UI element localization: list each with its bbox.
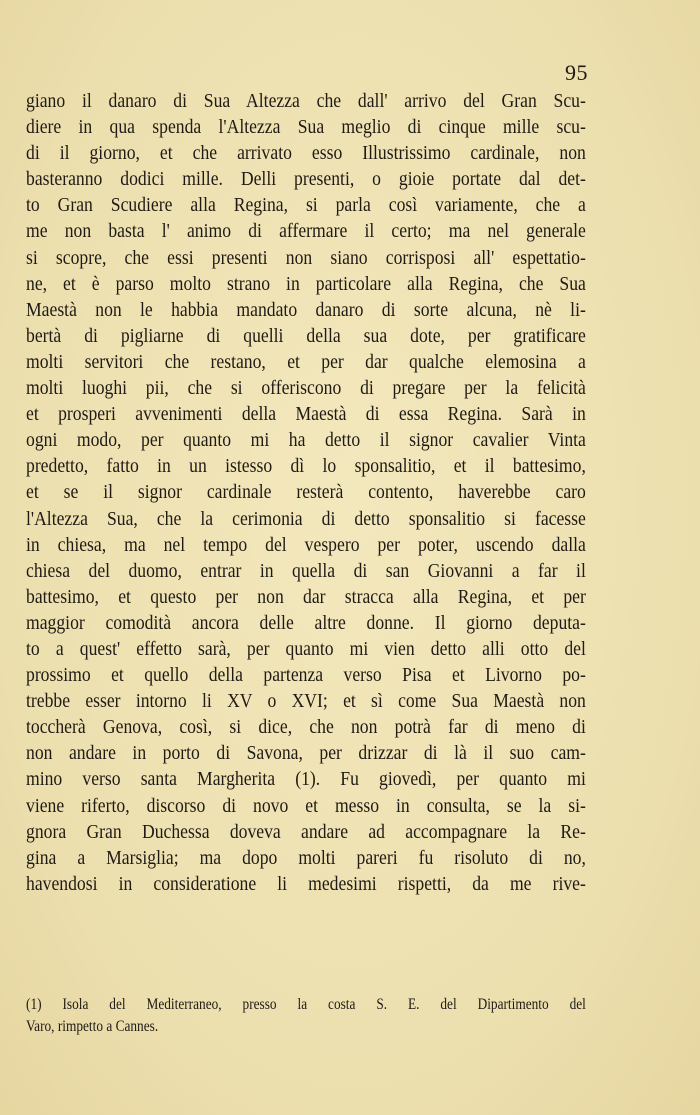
body-line: gnora Gran Duchessa doveva andare ad accompagnare la Re- — [26, 820, 586, 843]
body-line: giano il danaro di Sua Altezza che dall' arrivo del Gran Scu- — [26, 90, 586, 112]
body-line: gina a Marsiglia; ma dopo molti pareri fu risoluto di no, — [26, 846, 586, 869]
body-line: diere in qua spenda l'Altezza Sua meglio di cinque mille scu- — [26, 116, 586, 139]
body-line: predetto, fatto in un istesso dì lo sponsalitio, et il battesimo, — [26, 455, 586, 478]
body-line: si scopre, che essi presenti non siano corrisposi all' espettatio- — [26, 246, 586, 269]
body-line: basteranno dodici mille. Delli presenti, o gioie portate dal det- — [26, 168, 586, 191]
body-line: l'Altezza Sua, che la cerimonia di detto sponsalitio si facesse — [26, 507, 586, 530]
body-line: molti servitori che restano, et per dar qualche elemosina a — [26, 350, 586, 373]
body-line: toccherà Genova, così, si dice, che non potrà far di meno di — [26, 716, 586, 739]
body-line: prossimo et quello della partenza verso Pisa et Livorno po- — [26, 664, 586, 687]
body-line: non andare in porto di Savona, per drizzar di là il suo cam- — [26, 742, 586, 765]
footnote-line: (1) Isola del Mediterraneo, presso la costa S. E. del Dipartimento del — [26, 996, 586, 1013]
body-line: havendosi in consideratione li medesimi rispetti, da me rive- — [26, 872, 586, 895]
body-line: et prosperi avvenimenti della Maestà di essa Regina. Sarà in — [26, 403, 586, 426]
body-line: di il giorno, et che arrivato esso Illustrissimo cardinale, non — [26, 142, 586, 165]
body-line: ogni modo, per quanto mi ha detto il signor cavalier Vinta — [26, 429, 586, 452]
body-line: battesimo, et questo per non dar stracca alla Regina, et per — [26, 585, 586, 608]
body-text — [26, 88, 586, 897]
body-line: in chiesa, ma nel tempo del vespero per poter, uscendo dalla — [26, 533, 586, 556]
body-line: viene riferto, discorso di novo et messo in consulta, se la si- — [26, 794, 586, 817]
body-line: bertà di pigliarne di quelli della sua dote, per gratificare — [26, 324, 586, 347]
body-line: me non basta l' animo di affermare il certo; ma nel generale — [26, 220, 586, 243]
page-number: 95 — [565, 60, 588, 85]
body-line: mino verso santa Margherita (1). Fu giovedì, per quanto mi — [26, 768, 586, 791]
body-line: molti luoghi pii, che si offeriscono di pregare per la felicità — [26, 377, 586, 400]
body-line: ne, et è parso molto strano in particolare alla Regina, che Sua — [26, 272, 586, 295]
footnote-line: Varo, rimpetto a Cannes. — [26, 1018, 159, 1035]
body-line: maggior comodità ancora delle altre donne. Il giorno deputa- — [26, 611, 586, 634]
body-line: trebbe esser intorno li XV o XVI; et sì come Sua Maestà non — [26, 690, 586, 713]
body-line: to a quest' effetto sarà, per quanto mi vien detto alli otto del — [26, 637, 586, 660]
body-line: et se il signor cardinale resterà contento, haverebbe caro — [26, 481, 586, 504]
footnote — [26, 994, 586, 1038]
body-line: Maestà non le habbia mandato danaro di sorte alcuna, nè li- — [26, 298, 586, 321]
body-line: to Gran Scudiere alla Regina, si parla così variamente, che a — [26, 194, 586, 217]
body-line: chiesa del duomo, entrar in quella di san Giovanni a far il — [26, 559, 586, 582]
